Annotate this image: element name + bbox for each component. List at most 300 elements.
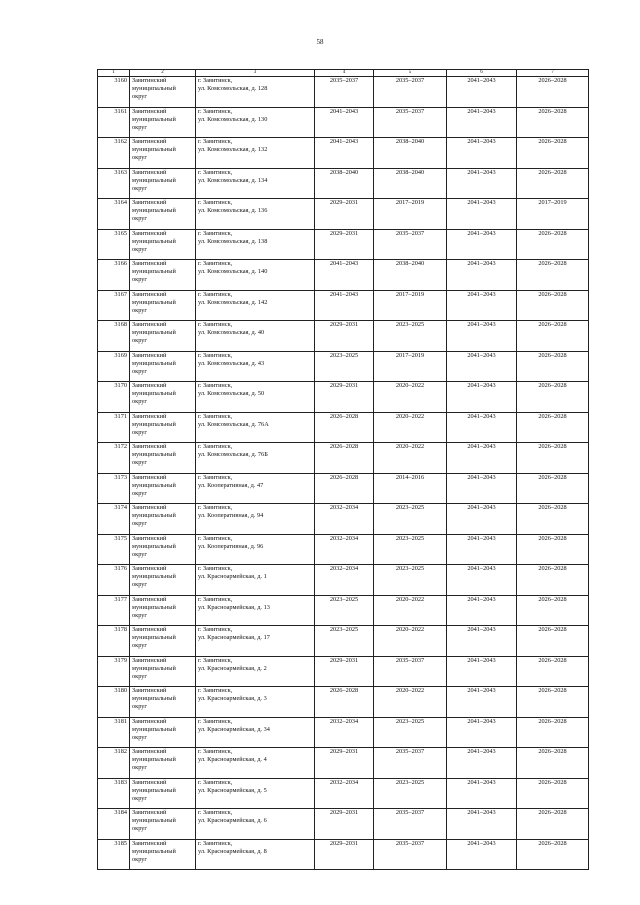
address-cell: [196, 809, 315, 840]
district-line: Завитинский: [132, 229, 167, 237]
address-line: г. Завитинск,: [198, 656, 233, 664]
address-line: ул. Красноармейская, д. 8: [198, 847, 267, 855]
period-col-6: 2041–2043: [447, 107, 517, 138]
period-col-6: 2041–2043: [447, 138, 517, 169]
period-col-7: 2026–2028: [517, 443, 589, 474]
district-line: Завитинский: [132, 412, 167, 420]
period-col-5: 2017–2019: [374, 351, 447, 382]
district-cell: [130, 260, 196, 291]
district-line: муниципальный: [132, 451, 176, 458]
table-row: [98, 321, 589, 352]
table-row: [98, 77, 589, 108]
period-col-6: 2041–2043: [447, 809, 517, 840]
period-col-4: 2026–2028: [315, 412, 374, 443]
period-col-7: 2026–2028: [517, 504, 589, 535]
column-number: 7: [517, 70, 589, 77]
address-line: г. Завитинск,: [198, 351, 233, 359]
period-col-6: 2041–2043: [447, 778, 517, 809]
column-number: 1: [98, 70, 130, 77]
district-line: округ: [132, 733, 148, 741]
period-col-7: 2026–2028: [517, 168, 589, 199]
address-line: ул. Комсомольская, д. 136: [198, 207, 268, 214]
address-cell: [196, 778, 315, 809]
period-col-7: 2026–2028: [517, 656, 589, 687]
address-cell: [196, 382, 315, 413]
address-line: г. Завитинск,: [198, 290, 233, 298]
period-col-5: 2020–2022: [374, 687, 447, 718]
table-row: [98, 626, 589, 657]
period-col-7: 2026–2028: [517, 595, 589, 626]
address-line: ул. Красноармейская, д. 2: [198, 664, 267, 672]
address-line: г. Завитинск,: [198, 687, 233, 694]
row-number: 3171: [98, 412, 130, 443]
period-col-6: 2041–2043: [447, 77, 517, 108]
period-col-7: 2026–2028: [517, 290, 589, 321]
table-row: [98, 534, 589, 565]
address-cell: [196, 717, 315, 748]
address-line: ул. Красноармейская, д. 4: [198, 756, 267, 763]
address-cell: [196, 138, 315, 169]
period-col-7: 2026–2028: [517, 748, 589, 779]
district-line: Завитинский: [132, 138, 167, 145]
address-cell: [196, 199, 315, 230]
district-cell: [130, 626, 196, 657]
district-line: муниципальный: [132, 786, 176, 794]
table-row: [98, 260, 589, 291]
address-line: г. Завитинск,: [198, 321, 233, 328]
district-line: Завитинский: [132, 687, 167, 694]
period-col-6: 2041–2043: [447, 565, 517, 596]
district-line: муниципальный: [132, 176, 176, 184]
district-line: округ: [132, 154, 148, 161]
period-col-6: 2041–2043: [447, 687, 517, 718]
period-col-6: 2041–2043: [447, 260, 517, 291]
address-line: ул. Комсомольская, д. 140: [198, 268, 268, 275]
period-col-4: 2032–2034: [315, 717, 374, 748]
district-line: Завитинский: [132, 748, 167, 755]
table-row: [98, 107, 589, 138]
period-col-6: 2041–2043: [447, 504, 517, 535]
row-number: 3168: [98, 321, 130, 352]
district-cell: [130, 473, 196, 504]
address-cell: [196, 656, 315, 687]
address-line: г. Завитинск,: [198, 504, 233, 511]
period-col-7: 2026–2028: [517, 778, 589, 809]
district-line: округ: [132, 703, 148, 710]
address-cell: [196, 77, 315, 108]
district-line: округ: [132, 306, 148, 314]
district-line: округ: [132, 93, 148, 100]
period-col-7: 2026–2028: [517, 565, 589, 596]
address-line: г. Завитинск,: [198, 199, 233, 206]
address-line: г. Завитинск,: [198, 229, 233, 237]
period-col-5: 2020–2022: [374, 443, 447, 474]
row-number: 3183: [98, 778, 130, 809]
address-line: ул. Комсомольская, д. 142: [198, 298, 268, 306]
address-line: ул. Комсомольская, д. 43: [198, 359, 265, 367]
period-col-5: 2035–2037: [374, 107, 447, 138]
address-cell: [196, 626, 315, 657]
district-cell: [130, 595, 196, 626]
row-number: 3167: [98, 290, 130, 321]
row-number: 3161: [98, 107, 130, 138]
district-line: округ: [132, 611, 148, 619]
period-col-6: 2041–2043: [447, 321, 517, 352]
period-col-4: 2038–2040: [315, 168, 374, 199]
address-line: ул. Комсомольская, д. 76Б: [198, 451, 268, 458]
period-col-5: 2017–2019: [374, 290, 447, 321]
period-col-6: 2041–2043: [447, 168, 517, 199]
period-col-5: 2038–2040: [374, 168, 447, 199]
address-cell: [196, 443, 315, 474]
period-col-6: 2041–2043: [447, 473, 517, 504]
table-row: [98, 778, 589, 809]
column-number: 4: [315, 70, 374, 77]
period-col-7: 2026–2028: [517, 534, 589, 565]
district-line: округ: [132, 825, 148, 832]
district-cell: [130, 107, 196, 138]
period-col-4: 2029–2031: [315, 809, 374, 840]
district-line: муниципальный: [132, 817, 176, 824]
address-line: г. Завитинск,: [198, 595, 233, 603]
period-col-4: 2023–2025: [315, 351, 374, 382]
address-line: г. Завитинск,: [198, 443, 233, 450]
district-line: муниципальный: [132, 664, 176, 672]
district-cell: [130, 504, 196, 535]
district-line: округ: [132, 184, 148, 192]
period-col-5: 2020–2022: [374, 412, 447, 443]
table-row: [98, 565, 589, 596]
row-number: 3179: [98, 656, 130, 687]
district-line: округ: [132, 245, 148, 253]
district-cell: [130, 809, 196, 840]
table-row: [98, 290, 589, 321]
address-line: ул. Комсомольская, д. 128: [198, 85, 268, 92]
district-line: округ: [132, 337, 148, 344]
period-col-6: 2041–2043: [447, 656, 517, 687]
period-col-6: 2041–2043: [447, 351, 517, 382]
period-col-5: 2035–2037: [374, 809, 447, 840]
period-col-6: 2041–2043: [447, 534, 517, 565]
district-cell: [130, 565, 196, 596]
period-col-5: 2023–2025: [374, 504, 447, 535]
district-line: муниципальный: [132, 756, 176, 763]
district-line: муниципальный: [132, 847, 176, 855]
period-col-7: 2026–2028: [517, 473, 589, 504]
address-line: г. Завитинск,: [198, 107, 233, 115]
period-col-4: 2026–2028: [315, 443, 374, 474]
address-line: ул. Кооперативная, д. 94: [198, 512, 264, 519]
period-col-7: 2026–2028: [517, 260, 589, 291]
address-line: ул. Комсомольская, д. 76А: [198, 420, 269, 428]
address-line: ул. Кооперативная, д. 47: [198, 481, 264, 489]
period-col-4: 2032–2034: [315, 534, 374, 565]
period-col-7: 2026–2028: [517, 839, 589, 870]
period-col-7: 2026–2028: [517, 382, 589, 413]
district-line: Завитинский: [132, 321, 167, 328]
period-col-4: 2032–2034: [315, 504, 374, 535]
period-col-4: 2041–2043: [315, 260, 374, 291]
period-col-6: 2041–2043: [447, 443, 517, 474]
district-cell: [130, 382, 196, 413]
row-number: 3166: [98, 260, 130, 291]
district-line: муниципальный: [132, 512, 176, 519]
period-col-4: 2029–2031: [315, 748, 374, 779]
period-col-6: 2041–2043: [447, 748, 517, 779]
district-line: муниципальный: [132, 542, 176, 550]
table-row: [98, 382, 589, 413]
district-line: округ: [132, 642, 148, 649]
address-cell: [196, 595, 315, 626]
table-row: [98, 199, 589, 230]
district-line: округ: [132, 855, 148, 863]
period-col-7: 2026–2028: [517, 107, 589, 138]
address-line: г. Завитинск,: [198, 138, 233, 145]
period-col-4: 2032–2034: [315, 778, 374, 809]
period-col-4: 2029–2031: [315, 321, 374, 352]
period-col-6: 2041–2043: [447, 382, 517, 413]
period-col-4: 2029–2031: [315, 839, 374, 870]
period-col-7: 2026–2028: [517, 717, 589, 748]
address-line: г. Завитинск,: [198, 412, 233, 420]
district-line: Завитинский: [132, 473, 167, 481]
address-line: ул. Красноармейская, д. 6: [198, 817, 267, 824]
address-line: г. Завитинск,: [198, 839, 233, 847]
district-line: округ: [132, 489, 148, 497]
district-cell: [130, 321, 196, 352]
row-number: 3169: [98, 351, 130, 382]
row-number: 3177: [98, 595, 130, 626]
period-col-5: 2020–2022: [374, 595, 447, 626]
period-col-5: 2020–2022: [374, 382, 447, 413]
district-cell: [130, 778, 196, 809]
period-col-4: 2029–2031: [315, 656, 374, 687]
table-row: [98, 443, 589, 474]
district-line: Завитинский: [132, 199, 167, 206]
address-line: г. Завитинск,: [198, 778, 233, 786]
address-cell: [196, 351, 315, 382]
address-cell: [196, 473, 315, 504]
period-col-7: 2026–2028: [517, 77, 589, 108]
district-line: муниципальный: [132, 725, 176, 733]
district-line: округ: [132, 215, 148, 222]
period-col-7: 2026–2028: [517, 626, 589, 657]
district-line: округ: [132, 581, 148, 588]
address-cell: [196, 748, 315, 779]
table-body: [98, 70, 589, 870]
column-number: 3: [196, 70, 315, 77]
period-col-6: 2041–2043: [447, 229, 517, 260]
table-row: [98, 595, 589, 626]
district-line: муниципальный: [132, 146, 176, 153]
district-line: Завитинский: [132, 382, 167, 389]
district-line: муниципальный: [132, 268, 176, 275]
housing-schedule-table: [97, 69, 589, 870]
column-number: 2: [130, 70, 196, 77]
district-line: Завитинский: [132, 626, 167, 633]
column-number: 6: [447, 70, 517, 77]
district-line: округ: [132, 672, 148, 680]
address-line: г. Завитинск,: [198, 748, 233, 755]
period-col-5: 2020–2022: [374, 626, 447, 657]
district-line: Завитинский: [132, 290, 167, 298]
period-col-6: 2041–2043: [447, 626, 517, 657]
table-row: [98, 504, 589, 535]
address-cell: [196, 412, 315, 443]
period-col-5: 2023–2025: [374, 321, 447, 352]
address-line: ул. Красноармейская, д. 5: [198, 786, 267, 794]
district-cell: [130, 199, 196, 230]
district-line: Завитинский: [132, 168, 167, 176]
period-col-7: 2026–2028: [517, 229, 589, 260]
period-col-5: 2014–2016: [374, 473, 447, 504]
address-cell: [196, 321, 315, 352]
period-col-7: 2026–2028: [517, 809, 589, 840]
row-number: 3162: [98, 138, 130, 169]
district-line: Завитинский: [132, 565, 167, 572]
address-line: ул. Красноармейская, д. 17: [198, 634, 270, 641]
address-cell: [196, 565, 315, 596]
table-row: [98, 138, 589, 169]
address-line: ул. Комсомольская, д. 138: [198, 237, 268, 245]
period-col-7: 2026–2028: [517, 412, 589, 443]
district-line: округ: [132, 123, 148, 131]
address-cell: [196, 687, 315, 718]
address-cell: [196, 107, 315, 138]
district-line: округ: [132, 550, 148, 558]
address-line: ул. Красноармейская, д. 13: [198, 603, 270, 611]
district-cell: [130, 687, 196, 718]
table-row: [98, 839, 589, 870]
district-line: Завитинский: [132, 351, 167, 359]
period-col-6: 2041–2043: [447, 290, 517, 321]
table-row: [98, 351, 589, 382]
period-col-7: 2017–2019: [517, 199, 589, 230]
row-number: 3184: [98, 809, 130, 840]
period-col-4: 2041–2043: [315, 290, 374, 321]
period-col-5: 2035–2037: [374, 656, 447, 687]
district-line: Завитинский: [132, 107, 167, 115]
district-cell: [130, 168, 196, 199]
district-line: Завитинский: [132, 839, 167, 847]
district-line: муниципальный: [132, 115, 176, 123]
district-cell: [130, 717, 196, 748]
period-col-7: 2026–2028: [517, 687, 589, 718]
period-col-4: 2023–2025: [315, 595, 374, 626]
period-col-6: 2041–2043: [447, 412, 517, 443]
address-line: ул. Комсомольская, д. 132: [198, 146, 268, 153]
period-col-6: 2041–2043: [447, 595, 517, 626]
period-col-5: 2035–2037: [374, 839, 447, 870]
period-col-5: 2038–2040: [374, 138, 447, 169]
address-line: г. Завитинск,: [198, 260, 233, 267]
table-row: [98, 809, 589, 840]
district-line: Завитинский: [132, 656, 167, 664]
row-number: 3180: [98, 687, 130, 718]
period-col-4: 2029–2031: [315, 199, 374, 230]
table-row: [98, 687, 589, 718]
address-line: ул. Красноармейская, д. 34: [198, 725, 270, 733]
district-line: муниципальный: [132, 359, 176, 367]
address-cell: [196, 504, 315, 535]
district-line: Завитинский: [132, 778, 167, 786]
table-row: [98, 717, 589, 748]
row-number: 3181: [98, 717, 130, 748]
address-line: ул. Комсомольская, д. 134: [198, 176, 268, 184]
period-col-7: 2026–2028: [517, 138, 589, 169]
table-row: [98, 229, 589, 260]
table-row: [98, 656, 589, 687]
period-col-6: 2041–2043: [447, 717, 517, 748]
row-number: 3174: [98, 504, 130, 535]
district-line: муниципальный: [132, 390, 176, 397]
district-line: Завитинский: [132, 443, 167, 450]
address-line: г. Завитинск,: [198, 382, 233, 389]
district-line: округ: [132, 764, 148, 771]
district-cell: [130, 443, 196, 474]
period-col-6: 2041–2043: [447, 839, 517, 870]
address-cell: [196, 534, 315, 565]
period-col-4: 2029–2031: [315, 229, 374, 260]
district-line: муниципальный: [132, 85, 176, 92]
address-line: ул. Красноармейская, д. 3: [198, 695, 267, 702]
district-line: округ: [132, 367, 148, 375]
row-number: 3182: [98, 748, 130, 779]
address-line: ул. Комсомольская, д. 50: [198, 390, 265, 397]
district-cell: [130, 290, 196, 321]
period-col-5: 2023–2025: [374, 565, 447, 596]
period-col-4: 2032–2034: [315, 565, 374, 596]
district-line: муниципальный: [132, 603, 176, 611]
period-col-6: 2041–2043: [447, 199, 517, 230]
period-col-4: 2041–2043: [315, 138, 374, 169]
address-line: ул. Кооперативная, д. 96: [198, 542, 264, 550]
row-number: 3165: [98, 229, 130, 260]
district-line: муниципальный: [132, 207, 176, 214]
district-line: округ: [132, 794, 148, 802]
district-line: Завитинский: [132, 534, 167, 542]
period-col-5: 2023–2025: [374, 717, 447, 748]
district-line: Завитинский: [132, 717, 167, 725]
row-number: 3185: [98, 839, 130, 870]
district-line: Завитинский: [132, 504, 167, 511]
row-number: 3160: [98, 77, 130, 108]
district-line: округ: [132, 520, 148, 527]
district-line: муниципальный: [132, 695, 176, 702]
district-cell: [130, 839, 196, 870]
row-number: 3173: [98, 473, 130, 504]
table-row: [98, 412, 589, 443]
period-col-4: 2026–2028: [315, 687, 374, 718]
district-cell: [130, 351, 196, 382]
row-number: 3178: [98, 626, 130, 657]
address-line: ул. Красноармейская, д. 1: [198, 573, 267, 580]
address-line: г. Завитинск,: [198, 77, 233, 84]
district-line: Завитинский: [132, 77, 167, 84]
column-number-row: [98, 70, 589, 77]
period-col-5: 2023–2025: [374, 534, 447, 565]
address-line: г. Завитинск,: [198, 717, 233, 725]
district-line: Завитинский: [132, 809, 167, 816]
address-line: ул. Комсомольская, д. 130: [198, 115, 268, 123]
column-number: 5: [374, 70, 447, 77]
address-line: г. Завитинск,: [198, 809, 233, 816]
period-col-4: 2029–2031: [315, 382, 374, 413]
period-col-5: 2035–2037: [374, 748, 447, 779]
period-col-5: 2035–2037: [374, 77, 447, 108]
district-cell: [130, 138, 196, 169]
district-line: муниципальный: [132, 329, 176, 336]
